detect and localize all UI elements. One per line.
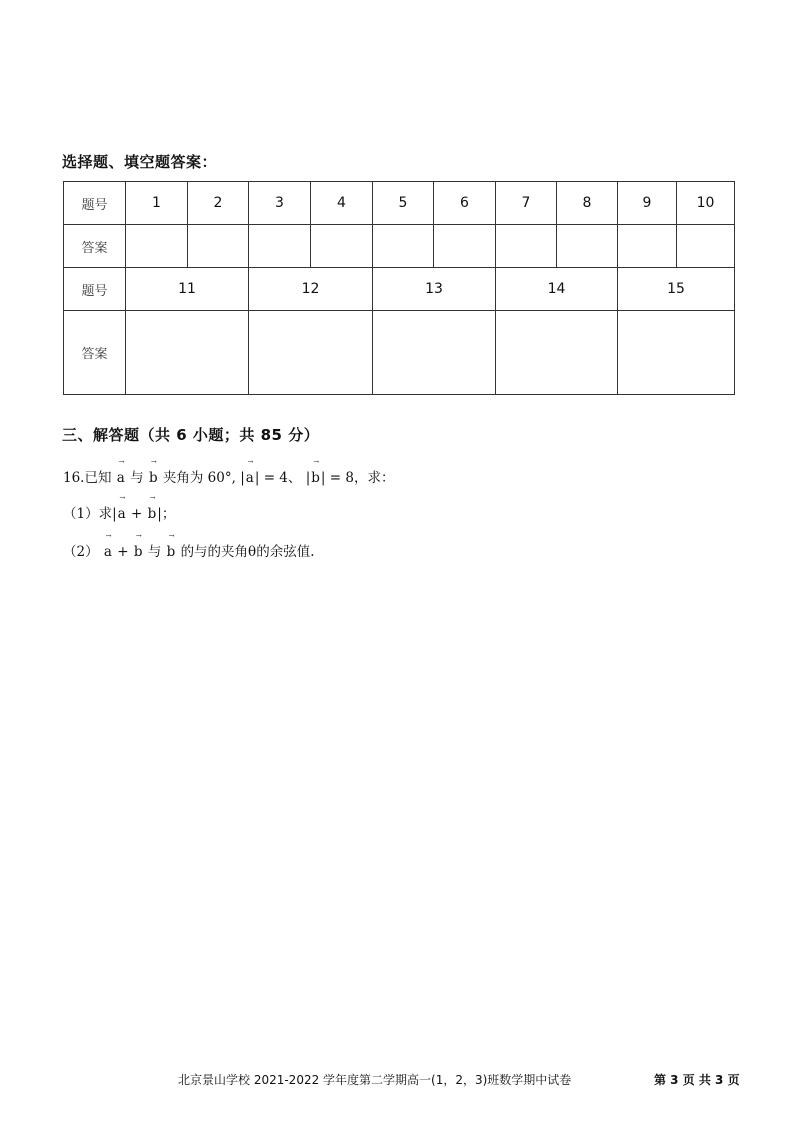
question-16-part-2 bbox=[63, 540, 314, 560]
vector-b: → b bbox=[166, 544, 177, 560]
question-number-cell: 12 bbox=[249, 268, 373, 311]
answer-cell[interactable] bbox=[311, 225, 373, 268]
answer-cell[interactable] bbox=[188, 225, 249, 268]
abs-bar: |； bbox=[157, 506, 176, 522]
vector-a: → a bbox=[117, 506, 127, 522]
part-label: （1）求 bbox=[63, 506, 113, 522]
text: 与 bbox=[147, 544, 162, 560]
abs-bar: | bbox=[320, 470, 326, 486]
answer-cell[interactable] bbox=[618, 311, 735, 395]
vector-b: → b bbox=[148, 470, 159, 486]
answer-table bbox=[63, 181, 735, 395]
answer-cell[interactable] bbox=[249, 225, 311, 268]
answer-cell[interactable] bbox=[496, 311, 618, 395]
footer-page-number: 第 3 页 共 3 页 bbox=[654, 1073, 740, 1087]
text: 夹角为 60°, bbox=[162, 470, 236, 486]
answer-cell[interactable] bbox=[557, 225, 618, 268]
question-number-cell: 6 bbox=[434, 182, 496, 225]
answer-cell[interactable] bbox=[249, 311, 373, 395]
answer-cell[interactable] bbox=[373, 225, 434, 268]
part-label: （2） bbox=[63, 544, 99, 560]
answer-cell[interactable] bbox=[126, 225, 188, 268]
abs-bar: | bbox=[254, 470, 260, 486]
question-number-cell: 4 bbox=[311, 182, 373, 225]
answer-cell[interactable] bbox=[618, 225, 677, 268]
answer-cell[interactable] bbox=[126, 311, 249, 395]
abs-bar: | bbox=[240, 470, 245, 486]
question-number-cell: 7 bbox=[496, 182, 557, 225]
vector-b: → b bbox=[147, 506, 158, 522]
text: 的与的夹角θ的余弦值. bbox=[180, 544, 315, 560]
section-title-answers: 选择题、填空题答案： bbox=[62, 153, 218, 171]
text: 与 bbox=[130, 470, 144, 486]
vector-b: → b bbox=[310, 470, 321, 486]
answer-cell[interactable] bbox=[496, 225, 557, 268]
table-row-answers bbox=[64, 225, 735, 268]
question-number-cell: 14 bbox=[496, 268, 618, 311]
row-label: 题号 bbox=[64, 182, 126, 225]
question-number-cell: 2 bbox=[188, 182, 249, 225]
question-16-stem bbox=[63, 466, 394, 486]
question-number-cell: 3 bbox=[249, 182, 311, 225]
plus-sign: + bbox=[117, 544, 129, 560]
answer-cell[interactable] bbox=[373, 311, 496, 395]
question-number-cell: 15 bbox=[618, 268, 735, 311]
answer-cell[interactable] bbox=[434, 225, 496, 268]
question-number: 16. bbox=[63, 470, 85, 486]
text: = 4、 bbox=[263, 470, 302, 486]
vector-a: → a bbox=[245, 470, 255, 486]
question-number-cell: 11 bbox=[126, 268, 249, 311]
section-title-solutions: 三、解答题（共 6 小题；共 85 分） bbox=[62, 426, 320, 444]
row-label: 答案 bbox=[64, 311, 126, 395]
vector-a: → a bbox=[103, 544, 113, 560]
text: 已知 bbox=[84, 470, 112, 486]
question-number-cell: 8 bbox=[557, 182, 618, 225]
vector-b: → b bbox=[133, 544, 144, 560]
row-label: 题号 bbox=[64, 268, 126, 311]
question-16-part-1 bbox=[63, 502, 175, 522]
footer-school-title: 北京景山学校 2021-2022 学年度第二学期高一(1，2，3)班数学期中试卷 bbox=[178, 1073, 572, 1087]
question-number-cell: 1 bbox=[126, 182, 188, 225]
abs-bar: | bbox=[112, 506, 117, 522]
plus-sign: + bbox=[131, 506, 143, 522]
table-row-answers bbox=[64, 311, 735, 395]
text: = 8，求： bbox=[329, 470, 395, 486]
abs-bar: | bbox=[305, 470, 311, 486]
table-row-question-numbers bbox=[64, 182, 735, 225]
question-number-cell: 5 bbox=[373, 182, 434, 225]
question-number-cell: 13 bbox=[373, 268, 496, 311]
row-label: 答案 bbox=[64, 225, 126, 268]
question-number-cell: 9 bbox=[618, 182, 677, 225]
question-number-cell: 10 bbox=[677, 182, 735, 225]
table-row-question-numbers bbox=[64, 268, 735, 311]
answer-cell[interactable] bbox=[677, 225, 735, 268]
vector-a: → a bbox=[116, 470, 126, 486]
